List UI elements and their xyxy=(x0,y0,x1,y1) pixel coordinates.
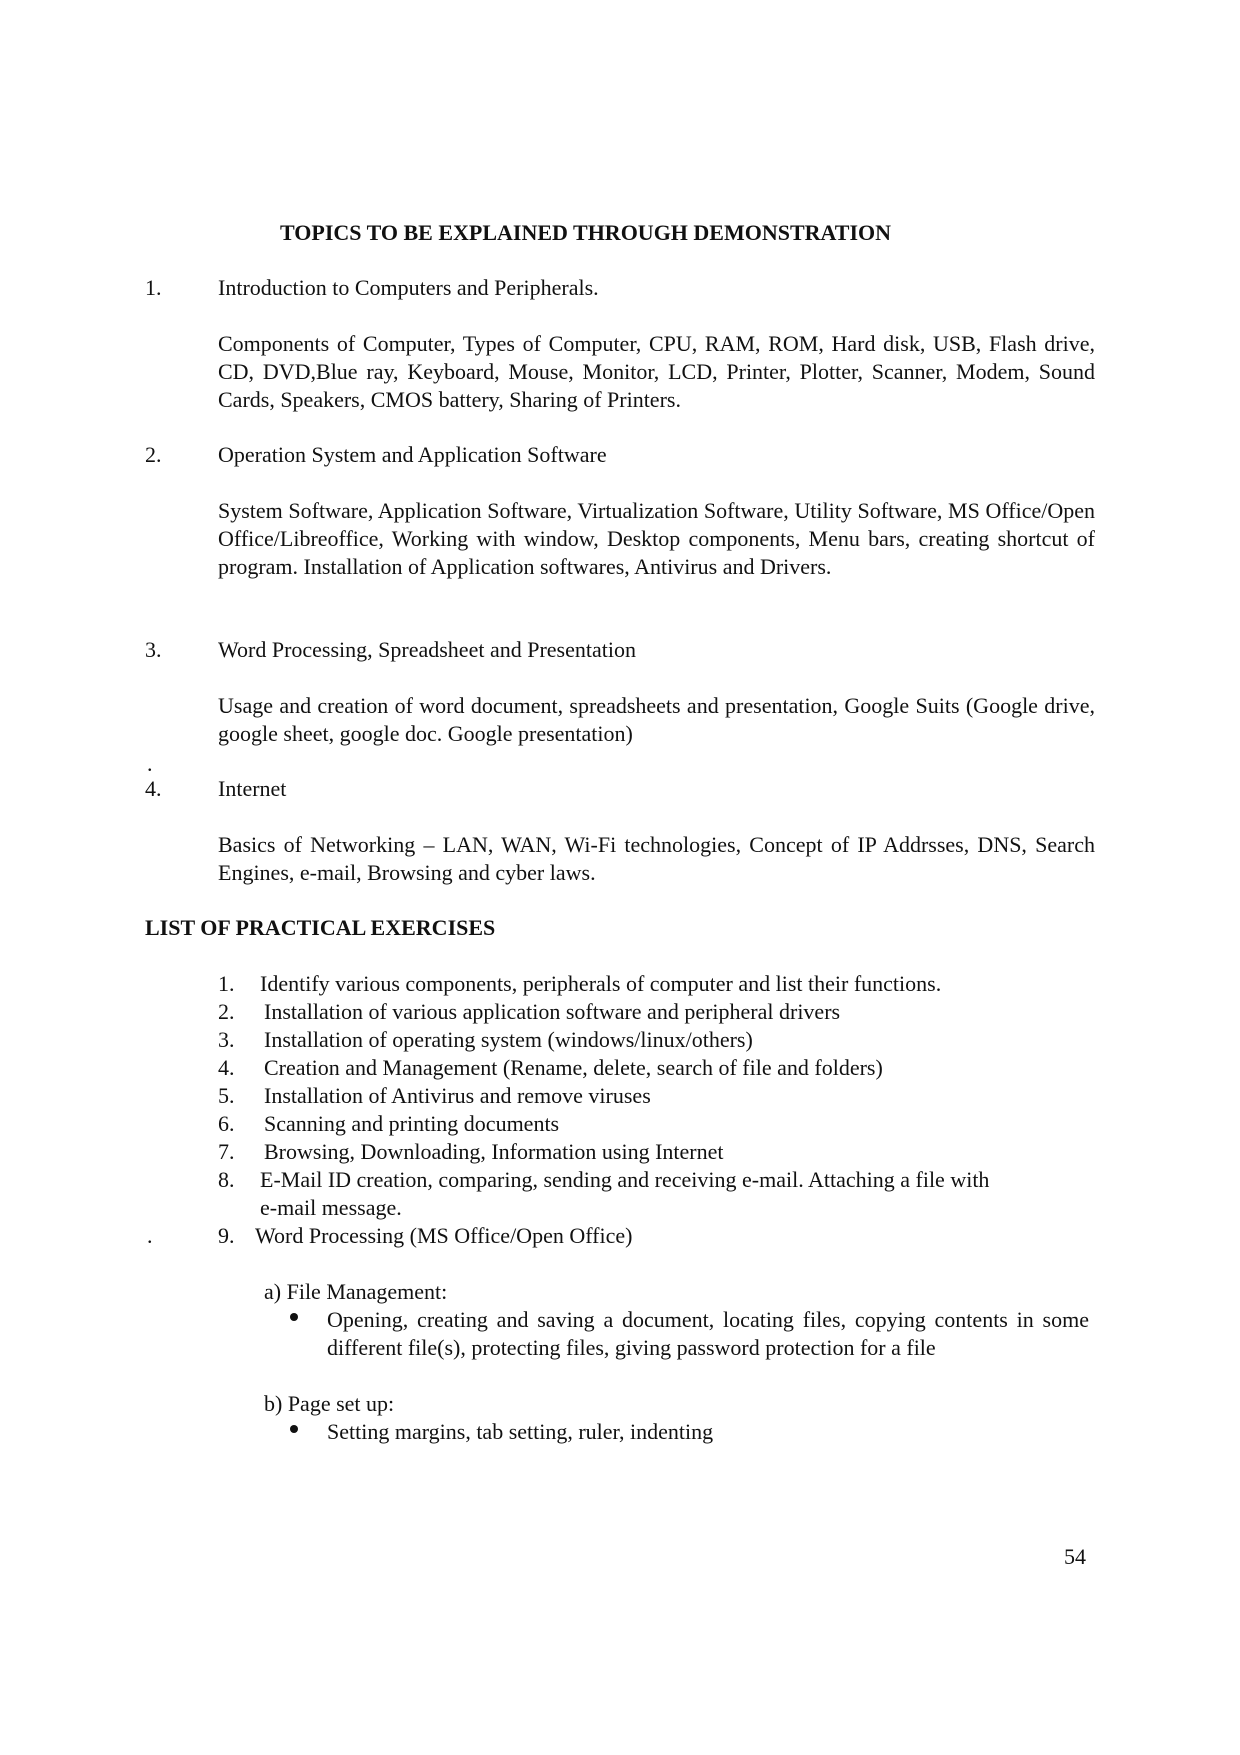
bullet-text: Setting margins, tab setting, ruler, indenting xyxy=(327,1419,714,1444)
bullet-dot-icon xyxy=(290,1425,298,1433)
exercise-text: Browsing, Downloading, Information using Internet xyxy=(264,1139,724,1164)
topic-body: Components of Computer, Types of Computer, CPU, RAM, ROM, Hard disk, USB, Flash drive, CD, DVD,Blue ray, Keyboard, Mouse, Monitor, LCD, Printer, Plotter, Scanner, Modem, Sound Cards, Speakers, CMOS battery, Sharing of Printers. xyxy=(218,331,1095,412)
stray-dot: . xyxy=(147,1223,153,1248)
exercise-number: 5. xyxy=(218,1083,235,1108)
topic-body: Basics of Networking – LAN, WAN, Wi-Fi technologies, Concept of IP Addrsses, DNS, Search Engines, e-mail, Browsing and cyber laws. xyxy=(218,832,1095,885)
exercise-number: 9. xyxy=(218,1223,235,1248)
exercise-text: Installation of various application software and peripheral drivers xyxy=(264,999,841,1024)
exercise-text: E-Mail ID creation, comparing, sending and receiving e-mail. Attaching a file with xyxy=(260,1167,990,1192)
exercise-number: 1. xyxy=(218,971,235,996)
subsection-label: b) Page set up: xyxy=(264,1391,395,1416)
topic-title: Introduction to Computers and Peripherals. xyxy=(218,275,599,300)
exercise-text: Scanning and printing documents xyxy=(264,1111,560,1136)
subsection-label: a) File Management: xyxy=(264,1279,448,1304)
topic-number: 4. xyxy=(145,776,162,801)
topic-title: Word Processing, Spreadsheet and Presentation xyxy=(218,637,636,662)
exercise-text: Installation of Antivirus and remove viruses xyxy=(264,1083,651,1108)
page-number: 54 xyxy=(1064,1544,1086,1569)
exercise-text: Identify various components, peripherals of computer and list their functions. xyxy=(260,971,942,996)
exercise-number: 8. xyxy=(218,1167,235,1192)
exercise-number: 3. xyxy=(218,1027,235,1052)
topic-title: Internet xyxy=(218,776,287,801)
exercise-text: Creation and Management (Rename, delete, search of file and folders) xyxy=(264,1055,883,1080)
section-heading-demonstration: TOPICS TO BE EXPLAINED THROUGH DEMONSTRATION xyxy=(280,220,892,245)
exercise-number: 7. xyxy=(218,1139,235,1164)
exercise-number: 4. xyxy=(218,1055,235,1080)
topic-title: Operation System and Application Software xyxy=(218,442,607,467)
bullet-dot-icon xyxy=(290,1313,298,1321)
topic-number: 1. xyxy=(145,275,162,300)
exercise-number: 2. xyxy=(218,999,235,1024)
topic-number: 2. xyxy=(145,442,162,467)
topic-body: System Software, Application Software, Virtualization Software, Utility Software, MS Office/Open Office/Libreoffice, Working with window, Desktop components, Menu bars, creating shortcut of program. Installation of Application softwares, Antivirus and Drivers. xyxy=(218,498,1095,579)
exercise-text: Word Processing (MS Office/Open Office) xyxy=(255,1223,633,1248)
section-heading-practical: LIST OF PRACTICAL EXERCISES xyxy=(145,915,496,940)
exercise-number: 6. xyxy=(218,1111,235,1136)
topic-body: Usage and creation of word document, spreadsheets and presentation, Google Suits (Google drive, google sheet, google doc. Google presentation) xyxy=(218,693,1095,746)
bullet-text: Opening, creating and saving a document, locating files, copying contents in some different file(s), protecting files, giving password protection for a file xyxy=(327,1307,1089,1360)
stray-dot: . xyxy=(147,751,153,776)
topic-number: 3. xyxy=(145,637,162,662)
exercise-text: Installation of operating system (windows/linux/others) xyxy=(264,1027,753,1052)
exercise-text-continued: e-mail message. xyxy=(260,1195,402,1220)
